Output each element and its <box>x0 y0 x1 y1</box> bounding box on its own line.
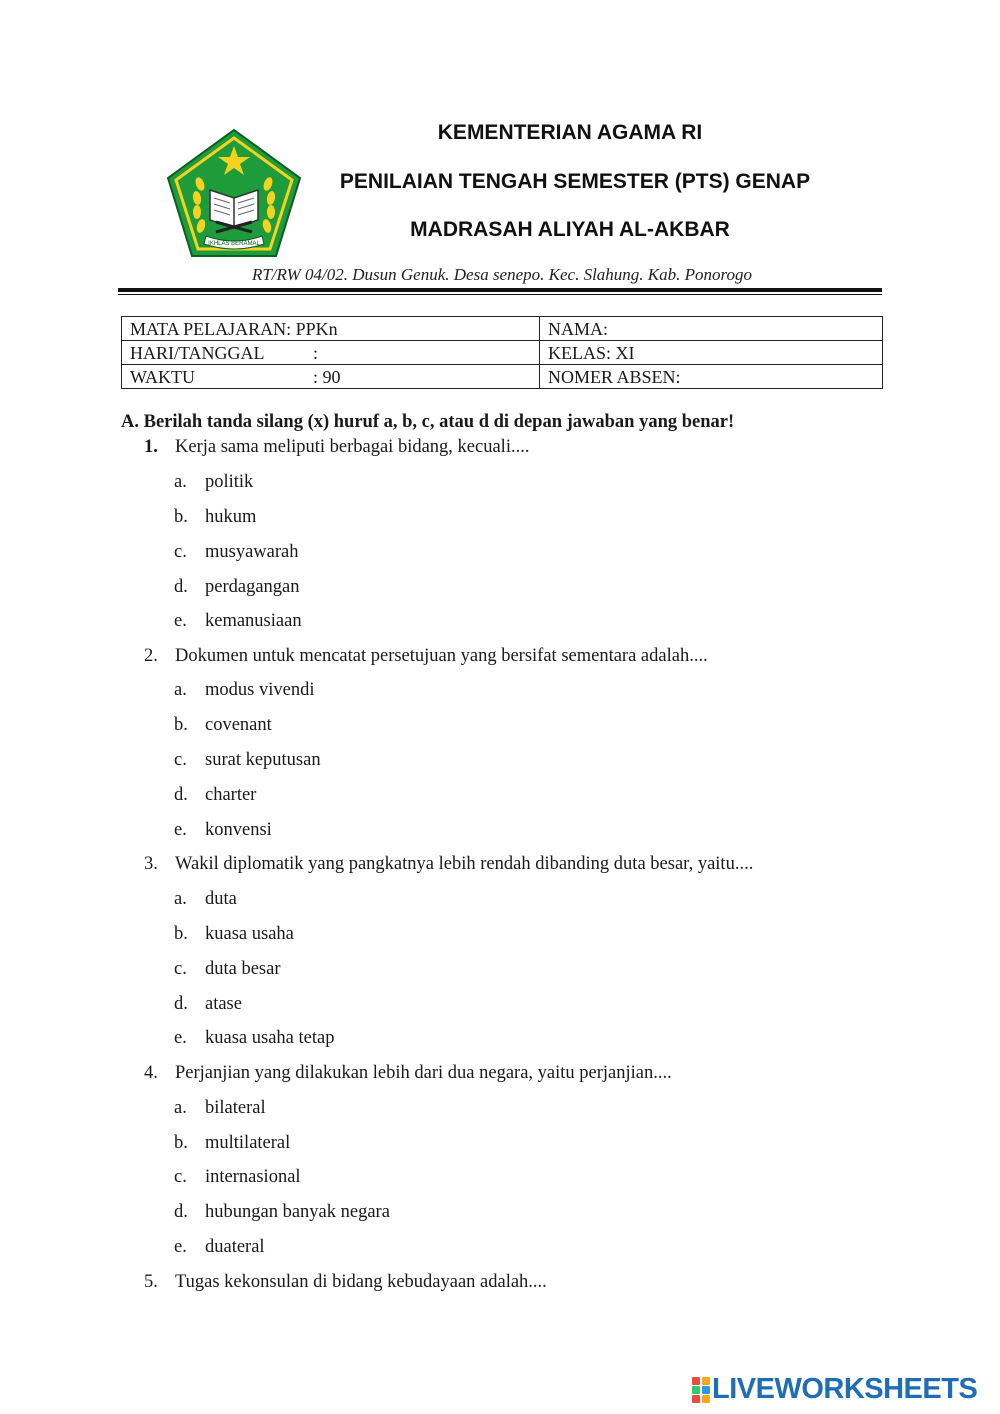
option-letter: c. <box>174 959 187 979</box>
question-text: Kerja sama meliputi berbagai bidang, kecuali.... <box>175 437 530 457</box>
option-text: hukum <box>205 507 257 527</box>
option-text: internasional <box>205 1167 301 1187</box>
question-item <box>144 1272 547 1293</box>
date-label: HARI/TANGGAL <box>130 342 265 363</box>
answer-option[interactable] <box>174 472 253 493</box>
name-cell[interactable]: NAMA: <box>540 317 883 341</box>
option-letter: b. <box>174 1133 188 1153</box>
answer-option[interactable] <box>174 680 314 701</box>
question-text: Wakil diplomatik yang pangkatnya lebih rendah dibanding duta besar, yaitu.... <box>175 854 754 874</box>
answer-option[interactable] <box>174 611 302 632</box>
info-row <box>122 365 883 389</box>
option-letter: c. <box>174 542 187 562</box>
option-text: covenant <box>205 715 272 735</box>
time-value: : 90 <box>313 366 341 387</box>
date-value: : <box>313 342 319 363</box>
option-text: surat keputusan <box>205 750 321 770</box>
option-text: modus vivendi <box>205 680 315 700</box>
option-text: charter <box>205 785 257 805</box>
question-number: 4. <box>144 1063 158 1083</box>
time-label: WAKTU <box>130 366 195 387</box>
option-text: musyawarah <box>205 542 299 562</box>
question-item <box>144 646 708 667</box>
answer-option[interactable] <box>174 507 256 528</box>
answer-option[interactable] <box>174 1202 390 1223</box>
option-letter: a. <box>174 889 187 909</box>
answer-option[interactable] <box>174 577 300 598</box>
option-text: perdagangan <box>205 577 300 597</box>
answer-option[interactable] <box>174 889 237 910</box>
option-letter: e. <box>174 1237 187 1257</box>
question-item <box>144 437 529 458</box>
option-letter: b. <box>174 715 188 735</box>
option-letter: b. <box>174 924 188 944</box>
option-text: hubungan banyak negara <box>205 1202 390 1222</box>
answer-option[interactable] <box>174 715 272 736</box>
option-letter: e. <box>174 820 187 840</box>
option-letter: a. <box>174 680 187 700</box>
option-text: atase <box>205 994 242 1014</box>
option-text: duta <box>205 889 237 909</box>
info-row <box>122 317 883 341</box>
question-item <box>144 1063 672 1084</box>
school-address: RT/RW 04/02. Dusun Genuk. Desa senepo. Kec. Slahung. Kab. Ponorogo <box>251 265 753 284</box>
answer-option[interactable] <box>174 959 281 980</box>
option-text: konvensi <box>205 820 272 840</box>
time-cell <box>122 365 540 389</box>
option-letter: e. <box>174 1028 187 1048</box>
question-text: Dokumen untuk mencatat persetujuan yang bersifat sementara adalah.... <box>175 646 708 666</box>
option-text: duta besar <box>205 959 281 979</box>
answer-option[interactable] <box>174 1133 290 1154</box>
absen-cell[interactable]: NOMER ABSEN: <box>540 365 883 389</box>
liveworksheets-wordmark: LIVEWORKSHEETS <box>712 1373 978 1405</box>
option-letter: c. <box>174 750 187 770</box>
option-text: politik <box>205 472 254 492</box>
header-divider-thick <box>118 288 882 292</box>
answer-option[interactable] <box>174 1098 266 1119</box>
option-letter: d. <box>174 994 188 1014</box>
answer-option[interactable] <box>174 785 256 806</box>
liveworksheets-watermark <box>692 1375 992 1405</box>
question-number: 3. <box>144 854 158 874</box>
option-letter: a. <box>174 472 187 492</box>
answer-option[interactable] <box>174 924 294 945</box>
option-letter: c. <box>174 1167 187 1187</box>
ministry-logo <box>166 128 302 258</box>
option-letter: b. <box>174 507 188 527</box>
student-info-table <box>121 316 883 389</box>
question-item <box>144 854 753 875</box>
option-text: multilateral <box>205 1133 291 1153</box>
option-text: kuasa usaha <box>205 924 294 944</box>
option-letter: d. <box>174 1202 188 1222</box>
answer-option[interactable] <box>174 1237 265 1258</box>
option-letter: a. <box>174 1098 187 1118</box>
liveworksheets-logo-icon <box>692 1377 710 1403</box>
header-divider-thin <box>118 294 882 295</box>
option-text: kemanusiaan <box>205 611 302 631</box>
option-letter: e. <box>174 611 187 631</box>
answer-option[interactable] <box>174 820 272 841</box>
class-cell: KELAS: XI <box>540 341 883 365</box>
option-text: duateral <box>205 1237 265 1257</box>
question-number: 5. <box>144 1272 158 1292</box>
answer-option[interactable] <box>174 1028 334 1049</box>
option-text: bilateral <box>205 1098 266 1118</box>
info-row <box>122 341 883 365</box>
answer-option[interactable] <box>174 1167 301 1188</box>
logo-caption: IKHLAS BERAMAL <box>208 241 260 247</box>
exam-title: PENILAIAN TENGAH SEMESTER (PTS) GENAP <box>339 170 811 193</box>
question-text: Perjanjian yang dilakukan lebih dari dua negara, yaitu perjanjian.... <box>175 1063 672 1083</box>
section-instruction: A. Berilah tanda silang (x) huruf a, b, c, atau d di depan jawaban yang benar! <box>121 412 735 432</box>
option-letter: d. <box>174 577 188 597</box>
question-text: Tugas kekonsulan di bidang kebudayaan adalah.... <box>175 1272 547 1292</box>
school-name: MADRASAH ALIYAH AL-AKBAR <box>410 218 730 241</box>
date-cell[interactable] <box>122 341 540 365</box>
option-letter: d. <box>174 785 188 805</box>
answer-option[interactable] <box>174 994 242 1015</box>
answer-option[interactable] <box>174 750 321 771</box>
answer-option[interactable] <box>174 542 299 563</box>
question-number: 1. <box>144 437 158 457</box>
ministry-title: KEMENTERIAN AGAMA RI <box>437 121 703 144</box>
question-number: 2. <box>144 646 158 666</box>
option-text: kuasa usaha tetap <box>205 1028 335 1048</box>
subject-cell: MATA PELAJARAN: PPKn <box>122 317 540 341</box>
